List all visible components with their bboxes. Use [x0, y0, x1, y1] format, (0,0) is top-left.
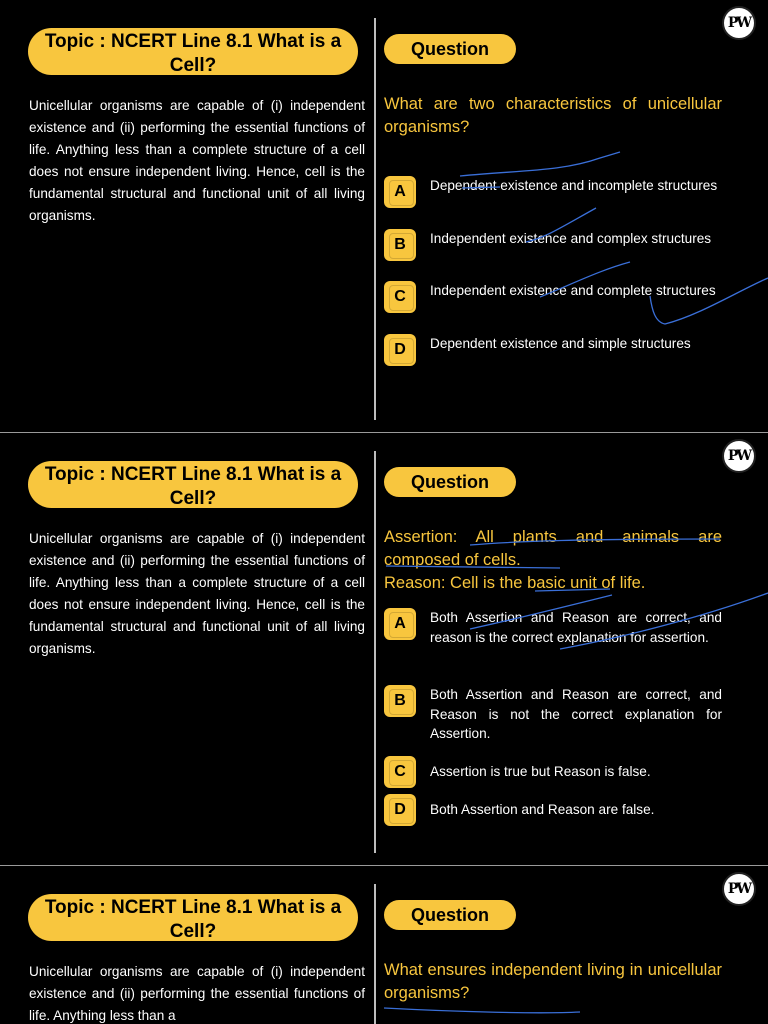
pw-logo-icon: PW [722, 872, 756, 906]
option-text: Independent existence and complete structures [430, 283, 716, 298]
column-divider [374, 451, 376, 853]
option-text: Both Assertion and Reason are correct, and Reason is not the correct explanation for Assertion. [430, 687, 722, 741]
option-text: Both Assertion and Reason are false. [430, 802, 655, 817]
slide-1 [0, 0, 768, 432]
column-divider [374, 18, 376, 420]
option-text: Both Assertion and Reason are correct, and reason is the correct explanation for assertion. [430, 610, 722, 645]
option-badge: B [384, 685, 416, 717]
question-label: Question [384, 900, 516, 930]
column-divider [374, 884, 376, 1024]
topic-line-2: Cell? [169, 55, 217, 76]
topic-line-1: Topic : NCERT Line 8.1 What is a [44, 464, 342, 485]
slide-3 [0, 866, 768, 1024]
topic-line-2: Cell? [169, 921, 217, 942]
option-badge: C [384, 756, 416, 788]
option-text: Independent existence and complex structures [430, 231, 712, 246]
topic-line-1: Topic : NCERT Line 8.1 What is a [44, 31, 342, 52]
option-badge: D [384, 334, 416, 366]
option-badge: D [384, 794, 416, 826]
topic-paragraph: Unicellular organisms are capable of (i) independent existence and (ii) performing the essential functions of life. Anything less than a complete structure of a cell does not ensure independent living. Hence, cell is the fundamental structural and functional unit of all living organisms. [29, 98, 365, 223]
topic-line-1: Topic : NCERT Line 8.1 What is a [44, 897, 342, 918]
option-text: Dependent existence and incomplete structures [430, 178, 718, 193]
slide-2 [0, 433, 768, 865]
topic-paragraph: Unicellular organisms are capable of (i) independent existence and (ii) performing the essential functions of life. Anything less than a [29, 964, 365, 1023]
topic-banner [28, 461, 358, 508]
question-text: What are two characteristics of unicellular organisms? [384, 95, 722, 136]
topic-banner [28, 28, 358, 75]
topic-paragraph: Unicellular organisms are capable of (i) independent existence and (ii) performing the essential functions of life. Anything less than a complete structure of a cell does not ensure independent living. Hence, cell is the fundamental structural and functional unit of all living organisms. [29, 531, 365, 656]
pw-logo-icon: PW [722, 439, 756, 473]
option-text: Assertion is true but Reason is false. [430, 764, 651, 779]
question-label: Question [384, 467, 516, 497]
reason-text: Reason: Cell is the basic unit of life. [384, 574, 646, 592]
pw-logo-icon: PW [722, 6, 756, 40]
assertion-text: Assertion: All plants and animals are composed of cells. [384, 528, 722, 569]
option-badge: C [384, 281, 416, 313]
option-text: Dependent existence and simple structures [430, 336, 691, 351]
topic-line-2: Cell? [169, 488, 217, 509]
option-badge: A [384, 608, 416, 640]
option-badge: A [384, 176, 416, 208]
question-text: What ensures independent living in unicellular organisms? [384, 961, 722, 1002]
question-label: Question [384, 34, 516, 64]
option-badge: B [384, 229, 416, 261]
question-text [384, 526, 722, 595]
topic-banner [28, 894, 358, 941]
